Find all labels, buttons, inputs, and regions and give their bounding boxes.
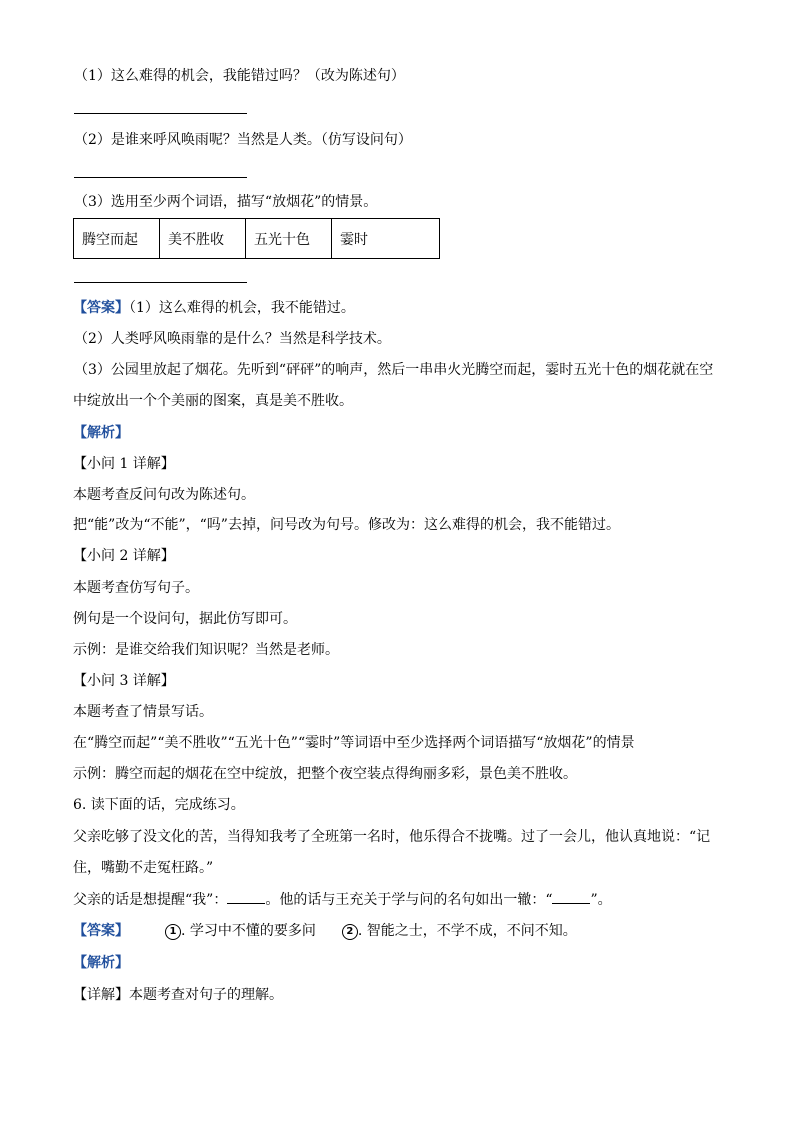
question-6-detail [73,986,283,1004]
fill-blank [227,891,265,904]
sub2-line: 本题考查仿写句子。 [73,580,199,596]
analysis-tag: 【解析】 [73,425,129,441]
question-6-title: 6. 读下面的话，完成练习。 [73,797,245,813]
sub3-line: 本题考查了情景写话。 [73,704,213,720]
fill-text: ”。 [590,892,612,908]
sub2-title: 【小问 2 详解】 [73,548,175,564]
fill-text: 。他的话与王充关于学与问的名句如出一辙：“ [265,892,553,908]
word-table [73,218,440,259]
answer-text: . 学习中不懂的要多问 [181,923,316,939]
answer-line-2: （2）人类呼风唤雨靠的是什么？当然是科学技术。 [74,331,391,347]
answer-blank-3 [74,282,247,283]
question-6-analysis-tag: 【解析】 [73,955,129,971]
answer-text: （1）这么难得的机会，我不能错过。 [129,300,355,316]
circled-number: 2 [342,924,358,940]
answer-text: . 智能之士，不学不成，不问不知。 [357,923,577,939]
word-cell: 霎时 [332,219,440,259]
detail-text: 本题考查对句子的理解。 [129,987,283,1003]
word-cell: 腾空而起 [74,219,160,259]
answer-line-1 [73,299,355,317]
sub1-title: 【小问 1 详解】 [73,456,175,472]
question-6-paragraph: 住，嘴勤不走冤枉路。” [73,860,214,876]
question-1: （1）这么难得的机会，我能错过吗？（改为陈述句） [74,68,405,84]
sub3-title: 【小问 3 详解】 [73,673,175,689]
word-cell: 五光十色 [246,219,332,259]
question-2: （2）是谁来呼风唤雨呢？当然是人类。（仿写设问句） [74,132,412,148]
sub1-line: 把“能”改为“不能”，“吗”去掉，问号改为句号。修改为：这么难得的机会，我不能错过。 [73,517,620,533]
fill-text: 父亲的话是想提醒“我”： [73,892,228,908]
sub3-line: 示例：腾空而起的烟花在空中绽放，把整个夜空装点得绚丽多彩，景色美不胜收。 [73,766,577,782]
answer-line-3a: （3）公园里放起了烟花。先听到“砰砰”的响声，然后一串串火光腾空而起，霎时五光十色的烟花就在空 [74,362,714,378]
question-3: （3）选用至少两个词语，描写“放烟花”的情景。 [74,194,378,210]
question-6-paragraph: 父亲吃够了没文化的苦，当得知我考了全班第一名时，他乐得合不拢嘴。过了一会儿，他认真地说：“记 [73,829,711,845]
answer-line-3b: 中绽放出一个个美丽的图案，真是美不胜收。 [73,393,353,409]
answer-blank-2 [74,177,247,178]
sub2-line: 例句是一个设问句，据此仿写即可。 [73,611,297,627]
word-cell: 美不胜收 [160,219,246,259]
sub3-line: 在“腾空而起”“美不胜收”“五光十色”“霎时”等词语中至少选择两个词语描写“放烟花”的情景 [73,735,635,751]
sub1-line: 本题考查反问句改为陈述句。 [73,487,255,503]
answer-blank-1 [74,113,247,114]
fill-blank [552,891,590,904]
sub2-line: 示例：是谁交给我们知识呢？当然是老师。 [73,642,339,658]
circled-number: 1 [165,924,181,940]
question-6-answer [73,922,577,940]
detail-tag: 【详解】 [73,987,129,1003]
question-6-fill [73,891,612,909]
answer-tag: 【答案】 [73,923,129,939]
answer-tag: 【答案】 [73,300,129,316]
